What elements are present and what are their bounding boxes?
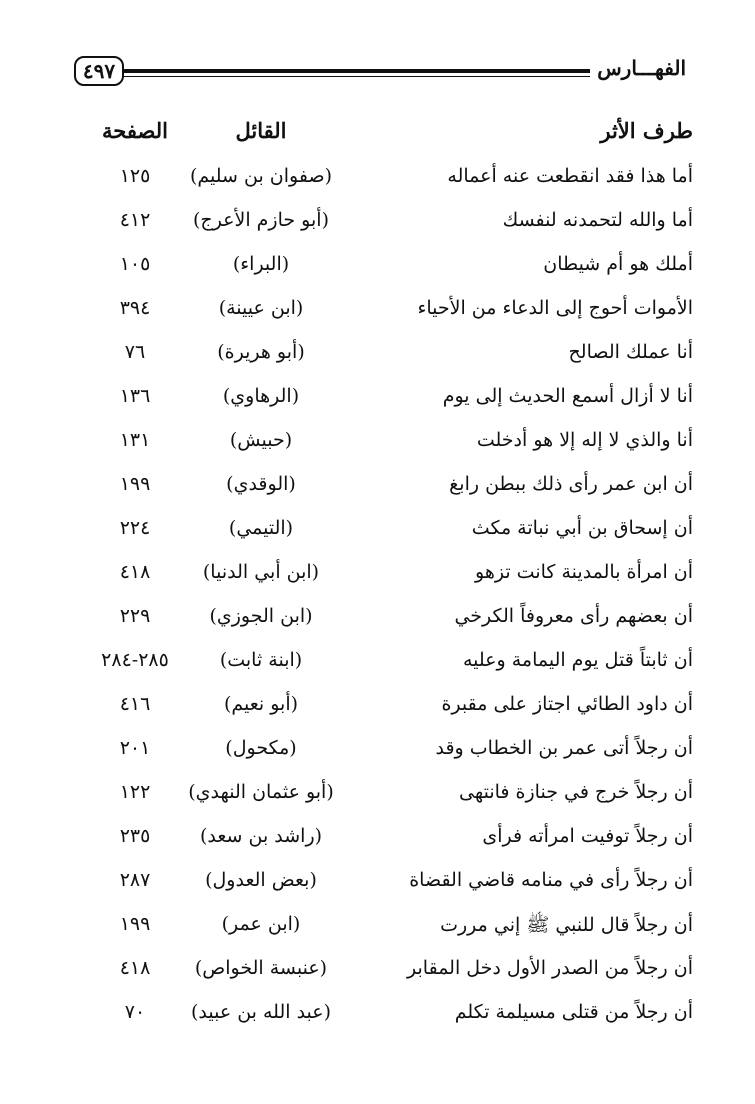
column-header-qaail: القائل [235, 118, 287, 143]
athar-text: أنا والذي لا إله إلا هو أدخلت [476, 429, 693, 451]
table-row [0, 423, 755, 467]
athar-text: أن بعضهم رأى معروفاً الكرخي [454, 605, 693, 627]
qaail-text: (ابن عمر) [221, 913, 301, 935]
header-rule [122, 69, 590, 73]
qaail-text: (مكحول) [225, 737, 297, 759]
qaail-text: (ابن أبي الدنيا) [202, 561, 320, 583]
section-title: الفهـــارس [597, 56, 686, 80]
page-ref: ٤١٨ [119, 561, 151, 583]
athar-text: أملك هو أم شيطان [543, 253, 693, 275]
column-header-page: الصفحة [102, 118, 168, 143]
qaail-text: (بعض العدول) [205, 869, 317, 891]
table-row [0, 819, 755, 863]
athar-text: أن ثابتاً قتل يوم اليمامة وعليه [462, 649, 693, 671]
athar-text: أن رجلاً من الصدر الأول دخل المقابر [407, 957, 693, 979]
table-row [0, 731, 755, 775]
table-row [0, 159, 755, 203]
page-ref: ٢٢٤ [119, 517, 151, 539]
qaail-text: (صفوان بن سليم) [189, 165, 333, 187]
page-header [74, 50, 686, 100]
athar-text: أن رجلاً قال للنبي ﷺ إني مررت [440, 914, 693, 936]
athar-text: أن رجلاً خرج في جنازة فانتهى [459, 781, 693, 803]
qaail-text: (راشد بن سعد) [199, 825, 323, 847]
page-ref: ٤١٢ [119, 209, 151, 231]
qaail-text: (الوقدي) [226, 473, 296, 495]
qaail-text: (التيمي) [228, 517, 294, 539]
athar-text: أنا عملك الصالح [568, 341, 693, 363]
athar-text: أنا لا أزال أسمع الحديث إلى يوم [442, 385, 693, 407]
athar-text: أن رجلاً من قتلى مسيلمة تكلم [454, 1001, 693, 1023]
page-ref: ٤١٦ [119, 693, 151, 715]
page-ref: ٢٨٧ [119, 869, 151, 891]
page-ref: ١٩٩ [119, 913, 151, 935]
qaail-text: (ابن عيينة) [218, 297, 304, 319]
table-row [0, 247, 755, 291]
page-ref: ١٣١ [119, 429, 151, 451]
qaail-text: (الرهاوي) [222, 385, 300, 407]
page-ref: ٢٣٥ [119, 825, 151, 847]
qaail-text: (أبو حازم الأعرج) [193, 209, 329, 231]
page-ref: ١٠٥ [119, 253, 151, 275]
athar-text: أما هذا فقد انقطعت عنه أعماله [447, 165, 693, 187]
index-table [0, 159, 755, 1039]
athar-text: الأموات أحوج إلى الدعاء من الأحياء [417, 297, 693, 319]
table-row [0, 643, 755, 687]
qaail-text: (حبيش) [229, 429, 293, 451]
page-ref: ٢٨٥-٢٨٤ [101, 649, 169, 671]
page-ref: ٢٠١ [119, 737, 151, 759]
athar-text: أن رجلاً رأى في منامه قاضي القضاة [409, 869, 693, 891]
table-row [0, 775, 755, 819]
page-ref: ١٩٩ [119, 473, 151, 495]
qaail-text: (عنبسة الخواص) [194, 957, 328, 979]
page-ref: ٧٠ [124, 1001, 146, 1023]
qaail-text: (أبو نعيم) [223, 693, 299, 715]
header-rule-thin [122, 76, 590, 77]
qaail-text: (البراء) [232, 253, 290, 275]
athar-text: أن إسحاق بن أبي نباتة مكث [471, 517, 693, 539]
table-row [0, 335, 755, 379]
athar-text: أن ابن عمر رأى ذلك ببطن رابغ [449, 473, 693, 495]
table-row [0, 995, 755, 1039]
qaail-text: (ابنة ثابت) [219, 649, 303, 671]
table-row [0, 291, 755, 335]
page-ref: ٤١٨ [119, 957, 151, 979]
table-row [0, 907, 755, 951]
table-row [0, 555, 755, 599]
qaail-text: (أبو هريرة) [217, 341, 305, 363]
table-row [0, 863, 755, 907]
athar-text: أن رجلاً أتى عمر بن الخطاب وقد [435, 737, 693, 759]
page-ref: ١٢٥ [119, 165, 151, 187]
table-row [0, 467, 755, 511]
column-headers [0, 118, 755, 154]
athar-text: أن امرأة بالمدينة كانت تزهو [475, 561, 693, 583]
page-ref: ٣٩٤ [119, 297, 151, 319]
page-ref: ٧٦ [124, 341, 146, 363]
page-number: ٤٩٧ [74, 56, 124, 86]
table-row [0, 687, 755, 731]
page-ref: ١٢٢ [119, 781, 151, 803]
qaail-text: (ابن الجوزي) [209, 605, 313, 627]
column-header-athar: طرف الأثر [600, 118, 693, 143]
table-row [0, 951, 755, 995]
qaail-text: (عبد الله بن عبيد) [190, 1001, 332, 1023]
page-ref: ٢٢٩ [119, 605, 151, 627]
qaail-text: (أبو عثمان النهدي) [188, 781, 334, 803]
table-row [0, 379, 755, 423]
table-row [0, 599, 755, 643]
table-row [0, 511, 755, 555]
page-ref: ١٣٦ [119, 385, 151, 407]
athar-text: أن داود الطائي اجتاز على مقبرة [441, 693, 693, 715]
athar-text: أن رجلاً توفيت امرأته فرأى [482, 825, 693, 847]
athar-text: أما والله لتحمدنه لنفسك [502, 209, 693, 231]
table-row [0, 203, 755, 247]
